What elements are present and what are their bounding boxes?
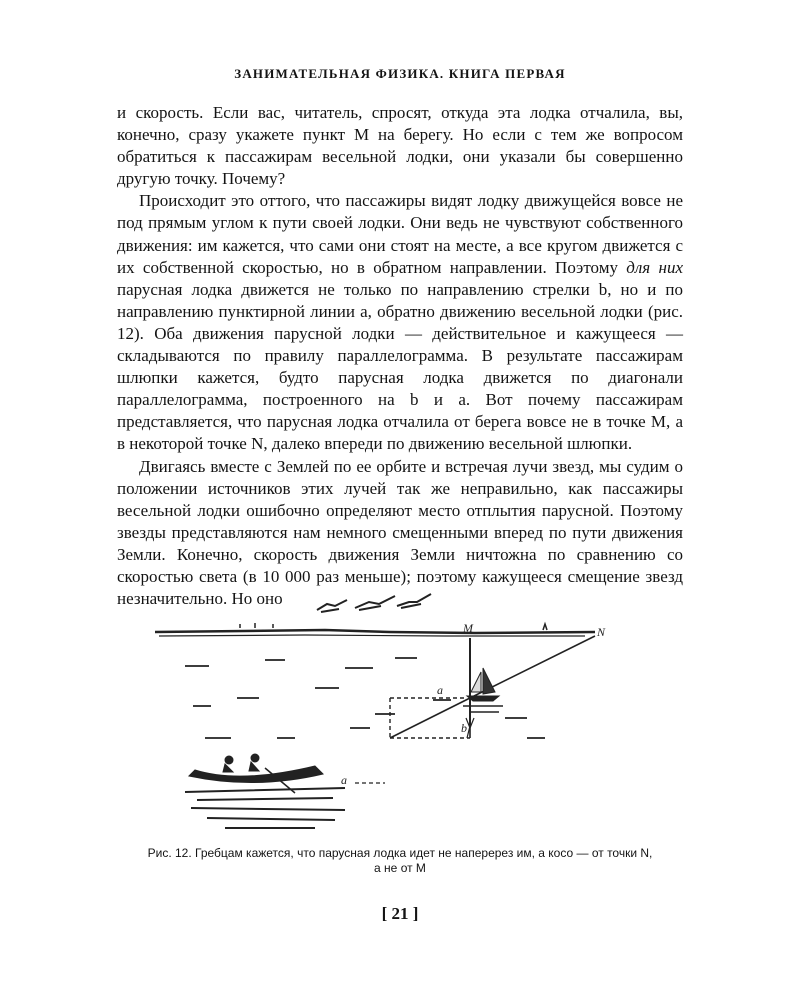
paragraph-2-emphasis: для них: [626, 257, 683, 277]
vector-a-label: a: [437, 683, 443, 697]
vector-b-label: b: [461, 721, 467, 735]
figure-12-illustration: [145, 588, 640, 838]
birds-drawing: [317, 594, 431, 612]
paragraph-1: и скорость. Если вас, читатель, спросят, откуда эта лодка отчалила, вы, конечно, сразу укажете пункт М на берегу. Но если с тем же вопросом обратиться к пассажирам весельной лодки, они указали бы совершенно другую точку. Почему?: [117, 103, 683, 189]
paragraph-2-start: Происходит это оттого, что пассажиры видят лодку движущейся вовсе не под прямым углом к пути своей лодки. Они ведь не чувствуют собственного движения: им кажется, что сами они стоят на месте, а все кругом движется с их собственной скоростью, но в обратном направлении. Поэтому: [117, 191, 683, 277]
rowboat-direction-a-label: a: [341, 773, 347, 787]
caption-line-2: а не от М: [374, 861, 426, 875]
rowboat-drawing: [185, 754, 385, 828]
paragraph-2: [117, 190, 683, 455]
caption-line-1: Рис. 12. Гребцам кажется, что парусная лодка идет не наперерез им, а косо — от точки N,: [147, 846, 653, 860]
shoreline-drawing: [155, 623, 595, 636]
point-n-label: N: [597, 625, 606, 639]
figure-caption: [90, 846, 710, 876]
running-header: ЗАНИМАТЕЛЬНАЯ ФИЗИКА. КНИГА ПЕРВАЯ: [234, 66, 566, 81]
point-m-label: M: [463, 621, 473, 635]
body-text: [117, 102, 683, 610]
page-number: [ 21 ]: [381, 904, 419, 923]
paragraph-3: Двигаясь вместе с Землей по ее орбите и встречая лучи звезд, мы судим о положении источников этих лучей так же неправильно, как пассажиры весельной лодки ошибочно определяют место отплытия парусной. Поэтому звезды представляются нам немного смещенными вперед по пути движения Земли. Конечно, скорость движения Земли ничтожна по сравнению со скоростью света (в 10 000 раз меньше); поэтому кажущееся смещение звезд незначительно. Но оно: [117, 456, 683, 609]
paragraph-2-end: парусная лодка движется не только по направлению стрелки b, но и по направлению пунктирной линии a, обратно движению весельной лодки (рис. 12). Оба движения парусной лодки — действительное и кажущееся — складываются по правилу параллелограмма. В результате пассажирам шлюпки кажется, будто парусная лодка движется по диагонали параллелограмма, построенного на b и a. Вот почему пассажирам представляется, что парусная лодка отчалила от берега вовсе не в точке М, а в некоторой точке N, далеко впереди по движению весельной шлюпки.: [117, 279, 683, 454]
